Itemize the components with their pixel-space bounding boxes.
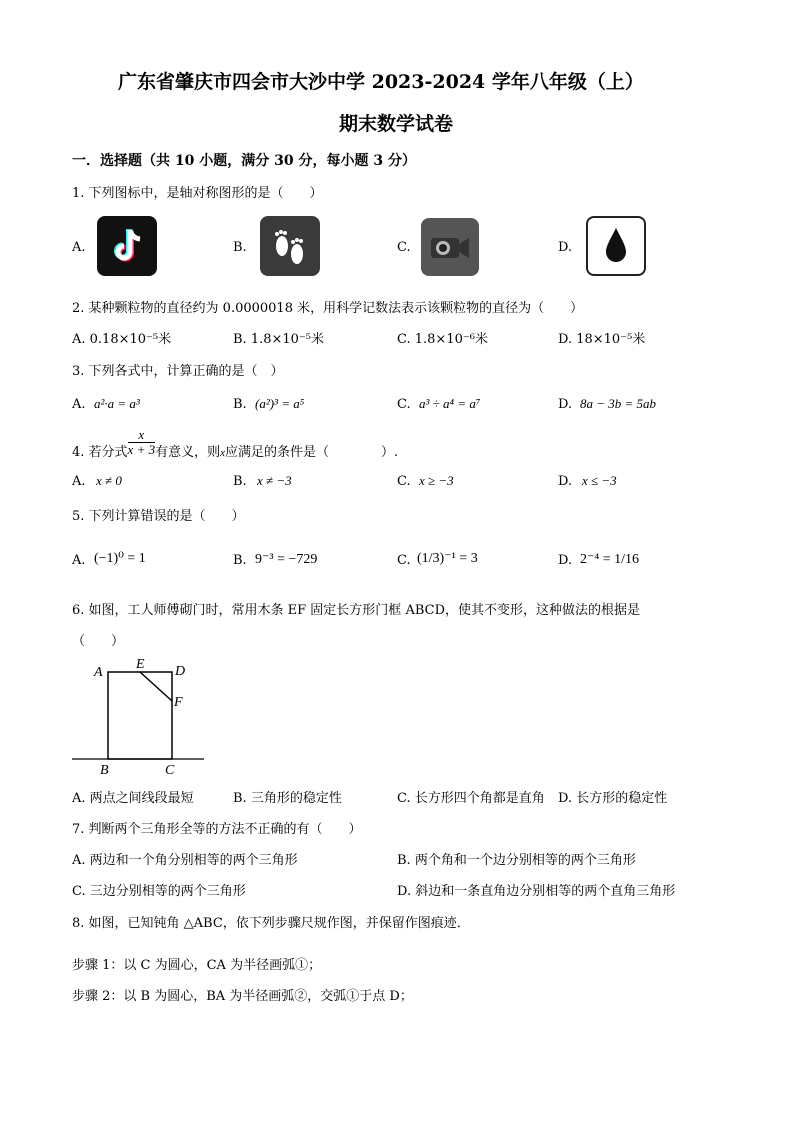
water-drop-icon: [586, 216, 646, 276]
rectangle-abcd: [108, 672, 172, 759]
q4-frac-numerator: x: [128, 428, 156, 443]
q5-option-b-label: B.: [233, 553, 247, 568]
q4-option-b-expr: x ≠ −3: [257, 473, 292, 488]
q4-stem-end: 应满足的条件是（ ）.: [225, 445, 399, 460]
q4-option-a-label: A.: [72, 474, 86, 489]
question-4-stem: [72, 427, 399, 460]
q7-option-b: B. 两个角和一个边分别相等的两个三角形: [397, 853, 636, 868]
q2-option-a: A. 0.18×10⁻⁵米: [72, 332, 172, 347]
q7-option-c: C. 三边分别相等的两个三角形: [72, 884, 246, 899]
q3-option-b-label: B.: [233, 397, 247, 412]
q3-option-a-expr: a²·a = a³: [94, 396, 140, 411]
q3-option-b-expr: (a²)³ = a⁵: [255, 396, 305, 411]
q6-option-a: A. 两点之间线段最短: [72, 791, 194, 806]
q7-option-d: D. 斜边和一条直角边分别相等的两个直角三角形: [397, 884, 676, 899]
brace-ef: [140, 672, 172, 701]
q5-option-a-expr: (−1)⁰ = 1: [94, 551, 146, 566]
q7-option-a: A. 两边和一个角分别相等的两个三角形: [72, 853, 298, 868]
tiktok-icon: [97, 216, 157, 276]
q5-option-c-label: C.: [397, 553, 411, 568]
page-title: 广东省肇庆市四会市大沙中学 2023-2024 学年八年级（上）: [118, 71, 644, 93]
question-6-stem: 6. 如图，工人师傅砌门时，常用木条 EF 固定长方形门框 ABCD，使其不变形，这种做法的根据是: [72, 603, 640, 618]
q5-option-d-label: D.: [558, 553, 573, 568]
question-7-stem: 7. 判断两个三角形全等的方法不正确的有（ ）: [72, 822, 362, 837]
q2-option-c: C. 1.8×10⁻⁶米: [397, 332, 488, 347]
q6-option-c: C. 长方形四个角都是直角: [397, 791, 545, 806]
q6-option-d: D. 长方形的稳定性: [558, 791, 668, 806]
q6-option-b: B. 三角形的稳定性: [233, 791, 342, 806]
q4-option-c-expr: x ≥ −3: [419, 473, 454, 488]
point-b-label: B: [100, 763, 109, 778]
q5-option-d-expr: 2⁻⁴ = 1/16: [580, 552, 640, 567]
question-2-stem: 2. 某种颗粒物的直径约为 0.0000018 米，用科学记数法表示该颗粒物的直径为（ ）: [72, 301, 584, 316]
q5-option-b-expr: 9⁻³ = −729: [255, 552, 318, 567]
q2-option-b: B. 1.8×10⁻⁵米: [233, 332, 325, 347]
q1-option-b-label: B.: [233, 240, 247, 255]
door-frame-figure: [68, 655, 208, 780]
q4-option-d-label: D.: [558, 474, 573, 489]
q2-option-d: D. 18×10⁻⁵米: [558, 332, 646, 347]
q3-option-c-expr: a³ ÷ a⁴ = a⁷: [419, 396, 481, 411]
q3-option-a-label: A.: [72, 397, 86, 412]
point-e-label: E: [136, 657, 145, 672]
footprints-icon: [260, 216, 320, 276]
point-c-label: C: [165, 763, 175, 778]
question-5-stem: 5. 下列计算错误的是（ ）: [72, 509, 245, 524]
q4-fraction: [128, 428, 156, 457]
question-8-step-1: 步骤 1：以 C 为圆心，CA 为半径画弧①；: [72, 958, 322, 973]
q3-option-c-label: C.: [397, 397, 411, 412]
q4-stem-pre: 4. 若分式: [72, 445, 128, 460]
question-6-stem-cont: （ ）: [72, 634, 125, 649]
q4-option-b-label: B.: [233, 474, 247, 489]
question-3-stem: 3. 下列各式中，计算正确的是（ ）: [72, 364, 284, 379]
q4-stem-post: 有意义，则: [155, 445, 221, 460]
q4-var: x: [220, 447, 225, 459]
question-8-step-2: 步骤 2：以 B 为圆心，BA 为半径画弧②，交弧①于点 D；: [72, 989, 413, 1004]
point-f-label: F: [174, 695, 183, 710]
point-a-label: A: [94, 665, 103, 680]
point-d-label: D: [175, 664, 186, 679]
q1-option-d-label: D.: [558, 240, 573, 255]
q1-option-c-label: C.: [397, 240, 411, 255]
q4-option-c-label: C.: [397, 474, 411, 489]
q4-option-a-expr: x ≠ 0: [96, 473, 122, 488]
page-subtitle: 期末数学试卷: [339, 113, 454, 135]
question-8-stem: 8. 如图，已知钝角 △ABC，依下列步骤尺规作图，并保留作图痕迹．: [72, 916, 470, 931]
q5-option-c-expr: (1/3)⁻¹ = 3: [417, 551, 478, 566]
q4-option-d-expr: x ≤ −3: [582, 473, 617, 488]
q4-frac-denominator: x + 3: [127, 442, 156, 457]
section-heading: 一．选择题（共 10 小题，满分 30 分，每小题 3 分）: [72, 153, 416, 169]
q1-option-a-label: A.: [72, 240, 86, 255]
q3-option-d-expr: 8a − 3b = 5ab: [580, 396, 657, 411]
question-1-stem: 1. 下列图标中，是轴对称图形的是（ ）: [72, 186, 323, 201]
q5-option-a-label: A.: [72, 553, 86, 568]
video-camera-icon: [421, 218, 479, 276]
q3-option-d-label: D.: [558, 397, 573, 412]
